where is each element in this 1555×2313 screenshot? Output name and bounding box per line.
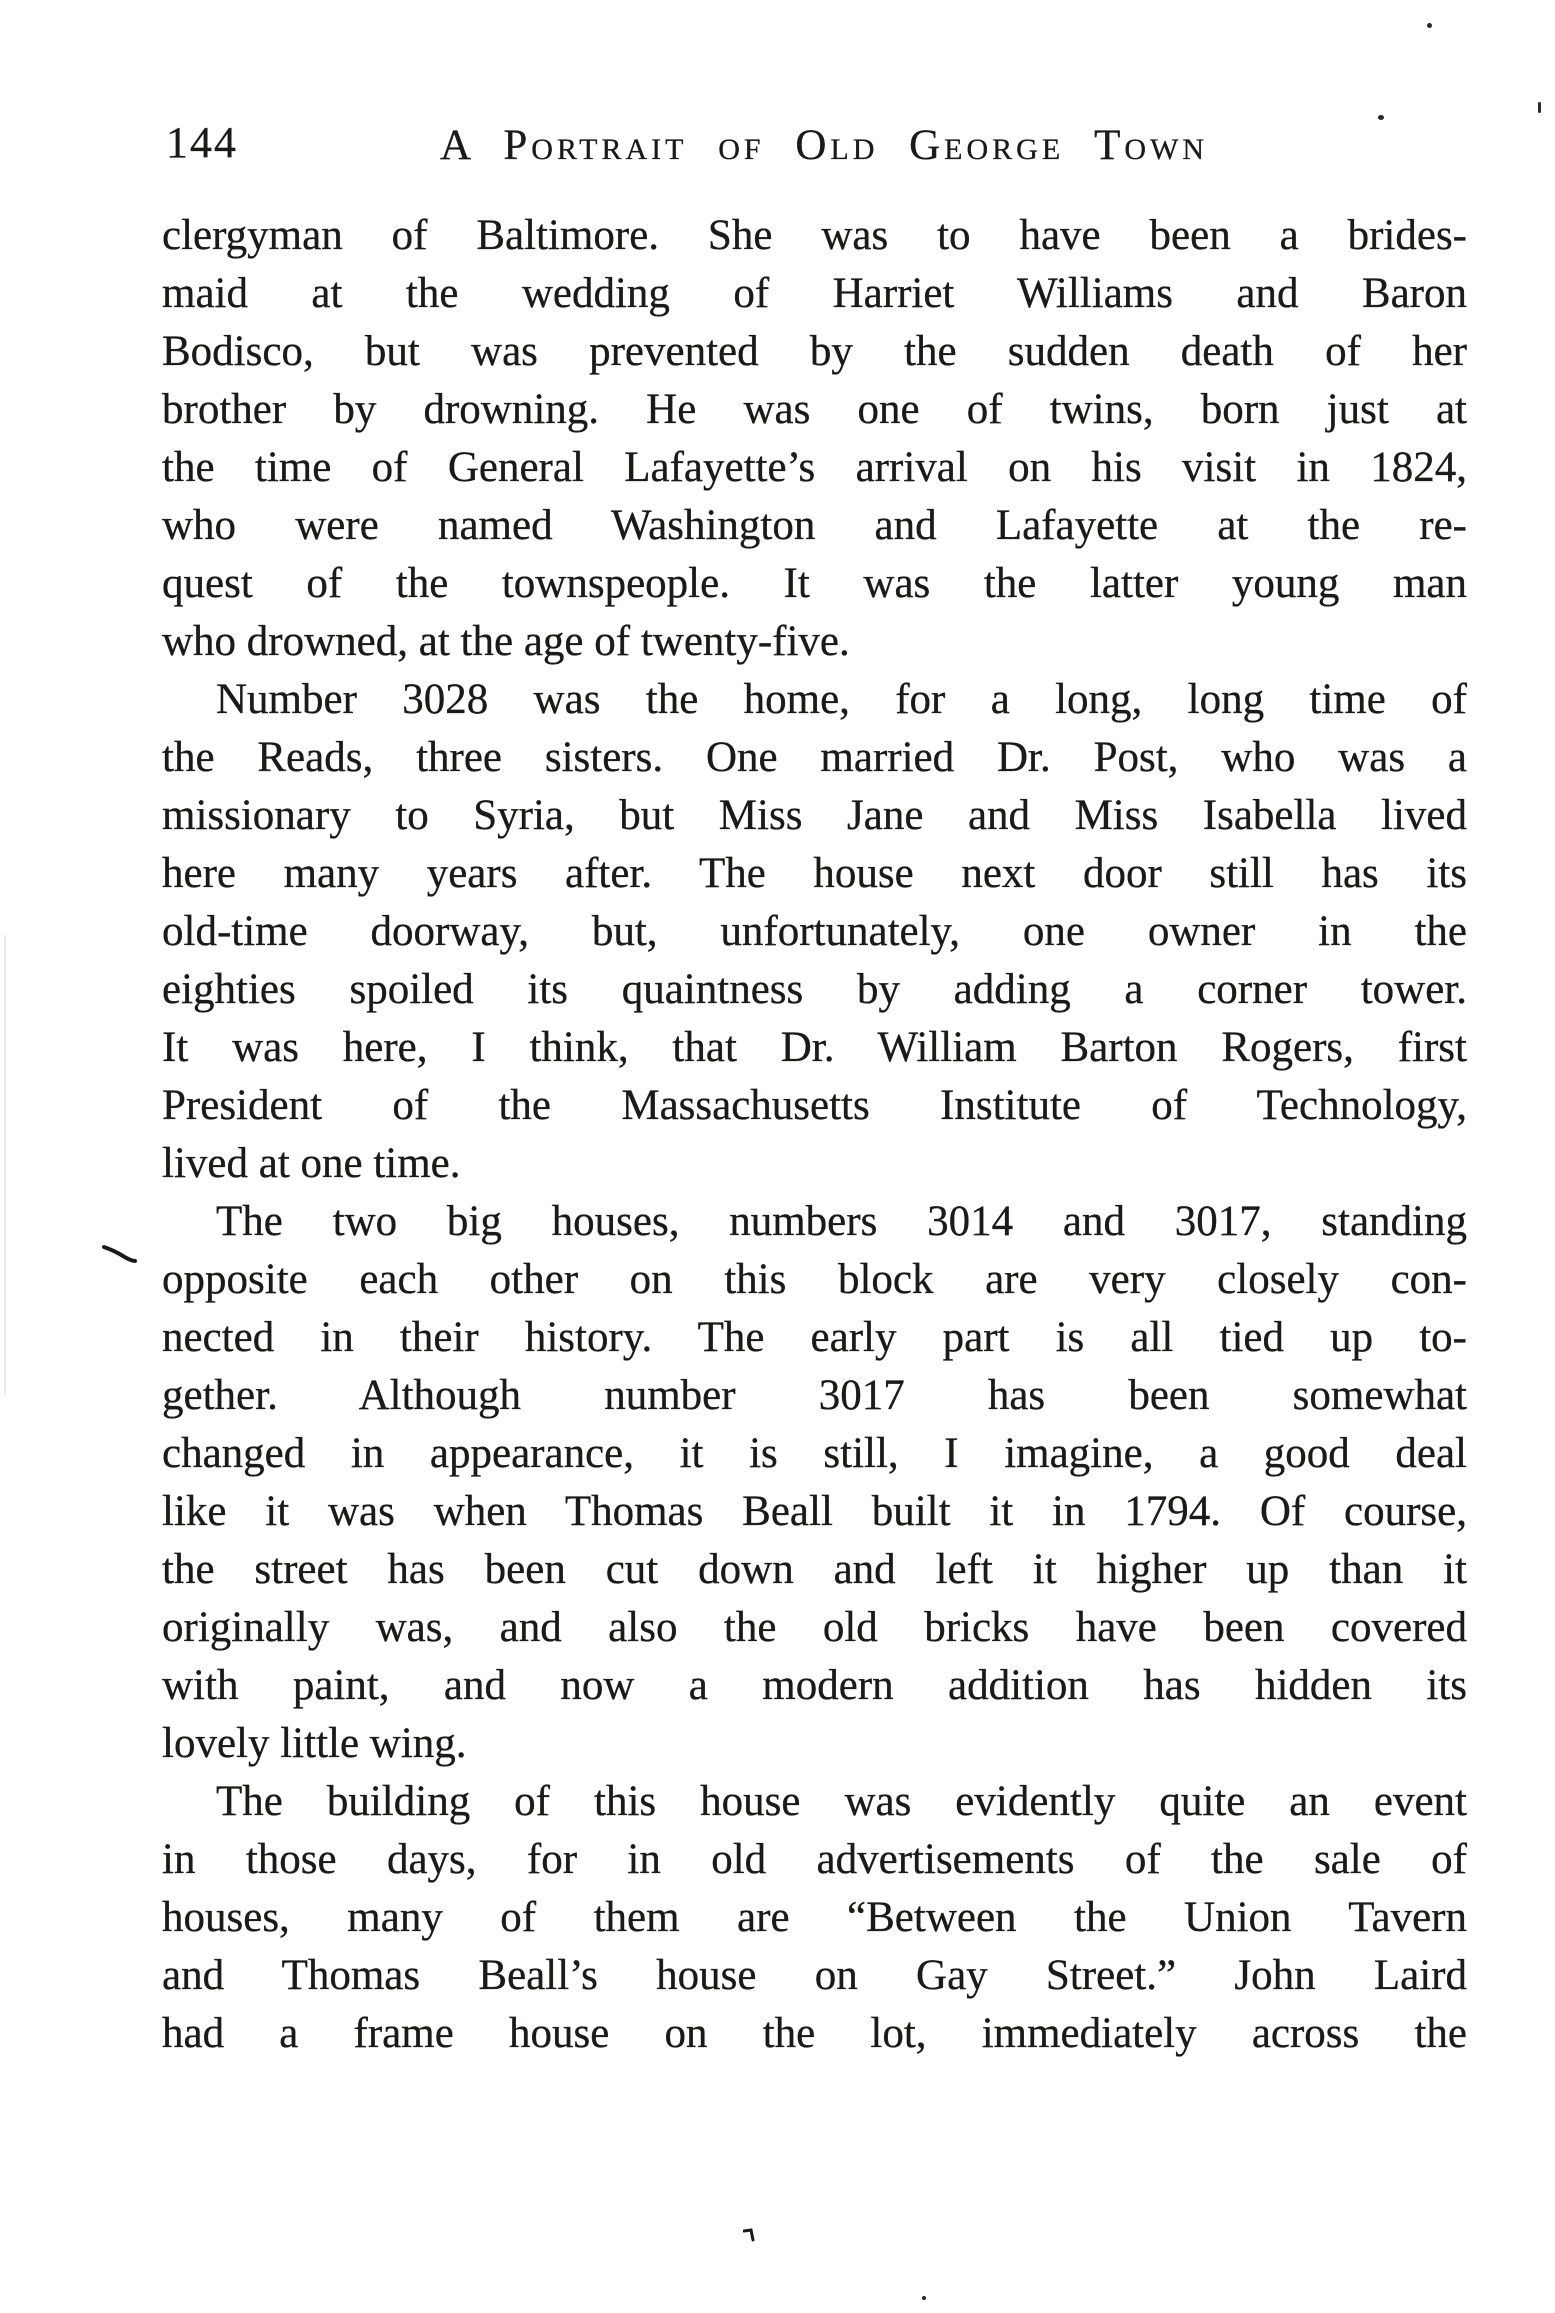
text-line: the Reads, three sisters. One married Dr. Post, who was a: [162, 734, 1467, 781]
text-line: the street has been cut down and left it higher up than it: [162, 1546, 1467, 1593]
text-line: Number 3028 was the home, for a long, long time of: [216, 676, 1467, 723]
text-line: who drowned, at the age of twenty-five.: [162, 618, 850, 665]
page-number: 144: [166, 118, 238, 167]
text-line: missionary to Syria, but Miss Jane and Miss Isabella lived: [162, 792, 1467, 839]
text-line: Bodisco, but was prevented by the sudden death of her: [162, 328, 1467, 375]
text-line: houses, many of them are “Between the Union Tavern: [162, 1894, 1467, 1941]
text-line: had a frame house on the lot, immediately across the: [162, 2010, 1467, 2057]
text-line: opposite each other on this block are very closely con-: [162, 1256, 1467, 1303]
text-line: originally was, and also the old bricks have been covered: [162, 1604, 1467, 1651]
paragraph: [162, 671, 1467, 1193]
scan-edge-artifact: [4, 935, 6, 1395]
paragraph: [162, 1773, 1467, 2063]
running-title: A Portrait of Old George Town: [439, 122, 1209, 169]
paragraph: [162, 207, 1467, 671]
text-line: the time of General Lafayette’s arrival on his visit in 1824,: [162, 444, 1467, 491]
scan-speck: [1378, 115, 1384, 120]
text-line: old-time doorway, but, unfortunately, one owner in the: [162, 908, 1467, 955]
text-line: who were named Washington and Lafayette at the re-: [162, 502, 1467, 549]
scan-speck: [1427, 23, 1432, 28]
text-line: The building of this house was evidently quite an event: [216, 1778, 1467, 1825]
text-line: nected in their history. The early part is all tied up to-: [162, 1314, 1467, 1361]
text-line: gether. Although number 3017 has been somewhat: [162, 1372, 1467, 1419]
text-line: in those days, for in old advertisements of the sale of: [162, 1836, 1467, 1883]
paragraph: [162, 1193, 1467, 1773]
text-line: here many years after. The house next door still has its: [162, 850, 1467, 897]
text-line: The two big houses, numbers 3014 and 3017, standing: [216, 1198, 1467, 1245]
body-text: [162, 207, 1467, 2063]
text-line: It was here, I think, that Dr. William Barton Rogers, first: [162, 1024, 1467, 1071]
margin-pen-mark-icon: [101, 1243, 139, 1270]
scan-speck: [922, 2296, 926, 2300]
text-line: and Thomas Beall’s house on Gay Street.” John Laird: [162, 1952, 1467, 1999]
text-line: eighties spoiled its quaintness by adding a corner tower.: [162, 966, 1467, 1013]
scan-speck: [1538, 102, 1541, 113]
text-line: lived at one time.: [162, 1140, 461, 1187]
text-line: maid at the wedding of Harriet Williams and Baron: [162, 270, 1467, 317]
text-line: clergyman of Baltimore. She was to have been a brides-: [162, 212, 1467, 259]
text-line: with paint, and now a modern addition has hidden its: [162, 1662, 1467, 1709]
text-line: lovely little wing.: [162, 1720, 467, 1767]
pen-hook-mark-icon: [743, 2228, 757, 2249]
text-line: quest of the townspeople. It was the latter young man: [162, 560, 1467, 607]
text-line: changed in appearance, it is still, I imagine, a good deal: [162, 1430, 1467, 1477]
text-line: brother by drowning. He was one of twins, born just at: [162, 386, 1467, 433]
text-line: like it was when Thomas Beall built it in 1794. Of course,: [162, 1488, 1467, 1535]
text-line: President of the Massachusetts Institute of Technology,: [162, 1082, 1467, 1129]
